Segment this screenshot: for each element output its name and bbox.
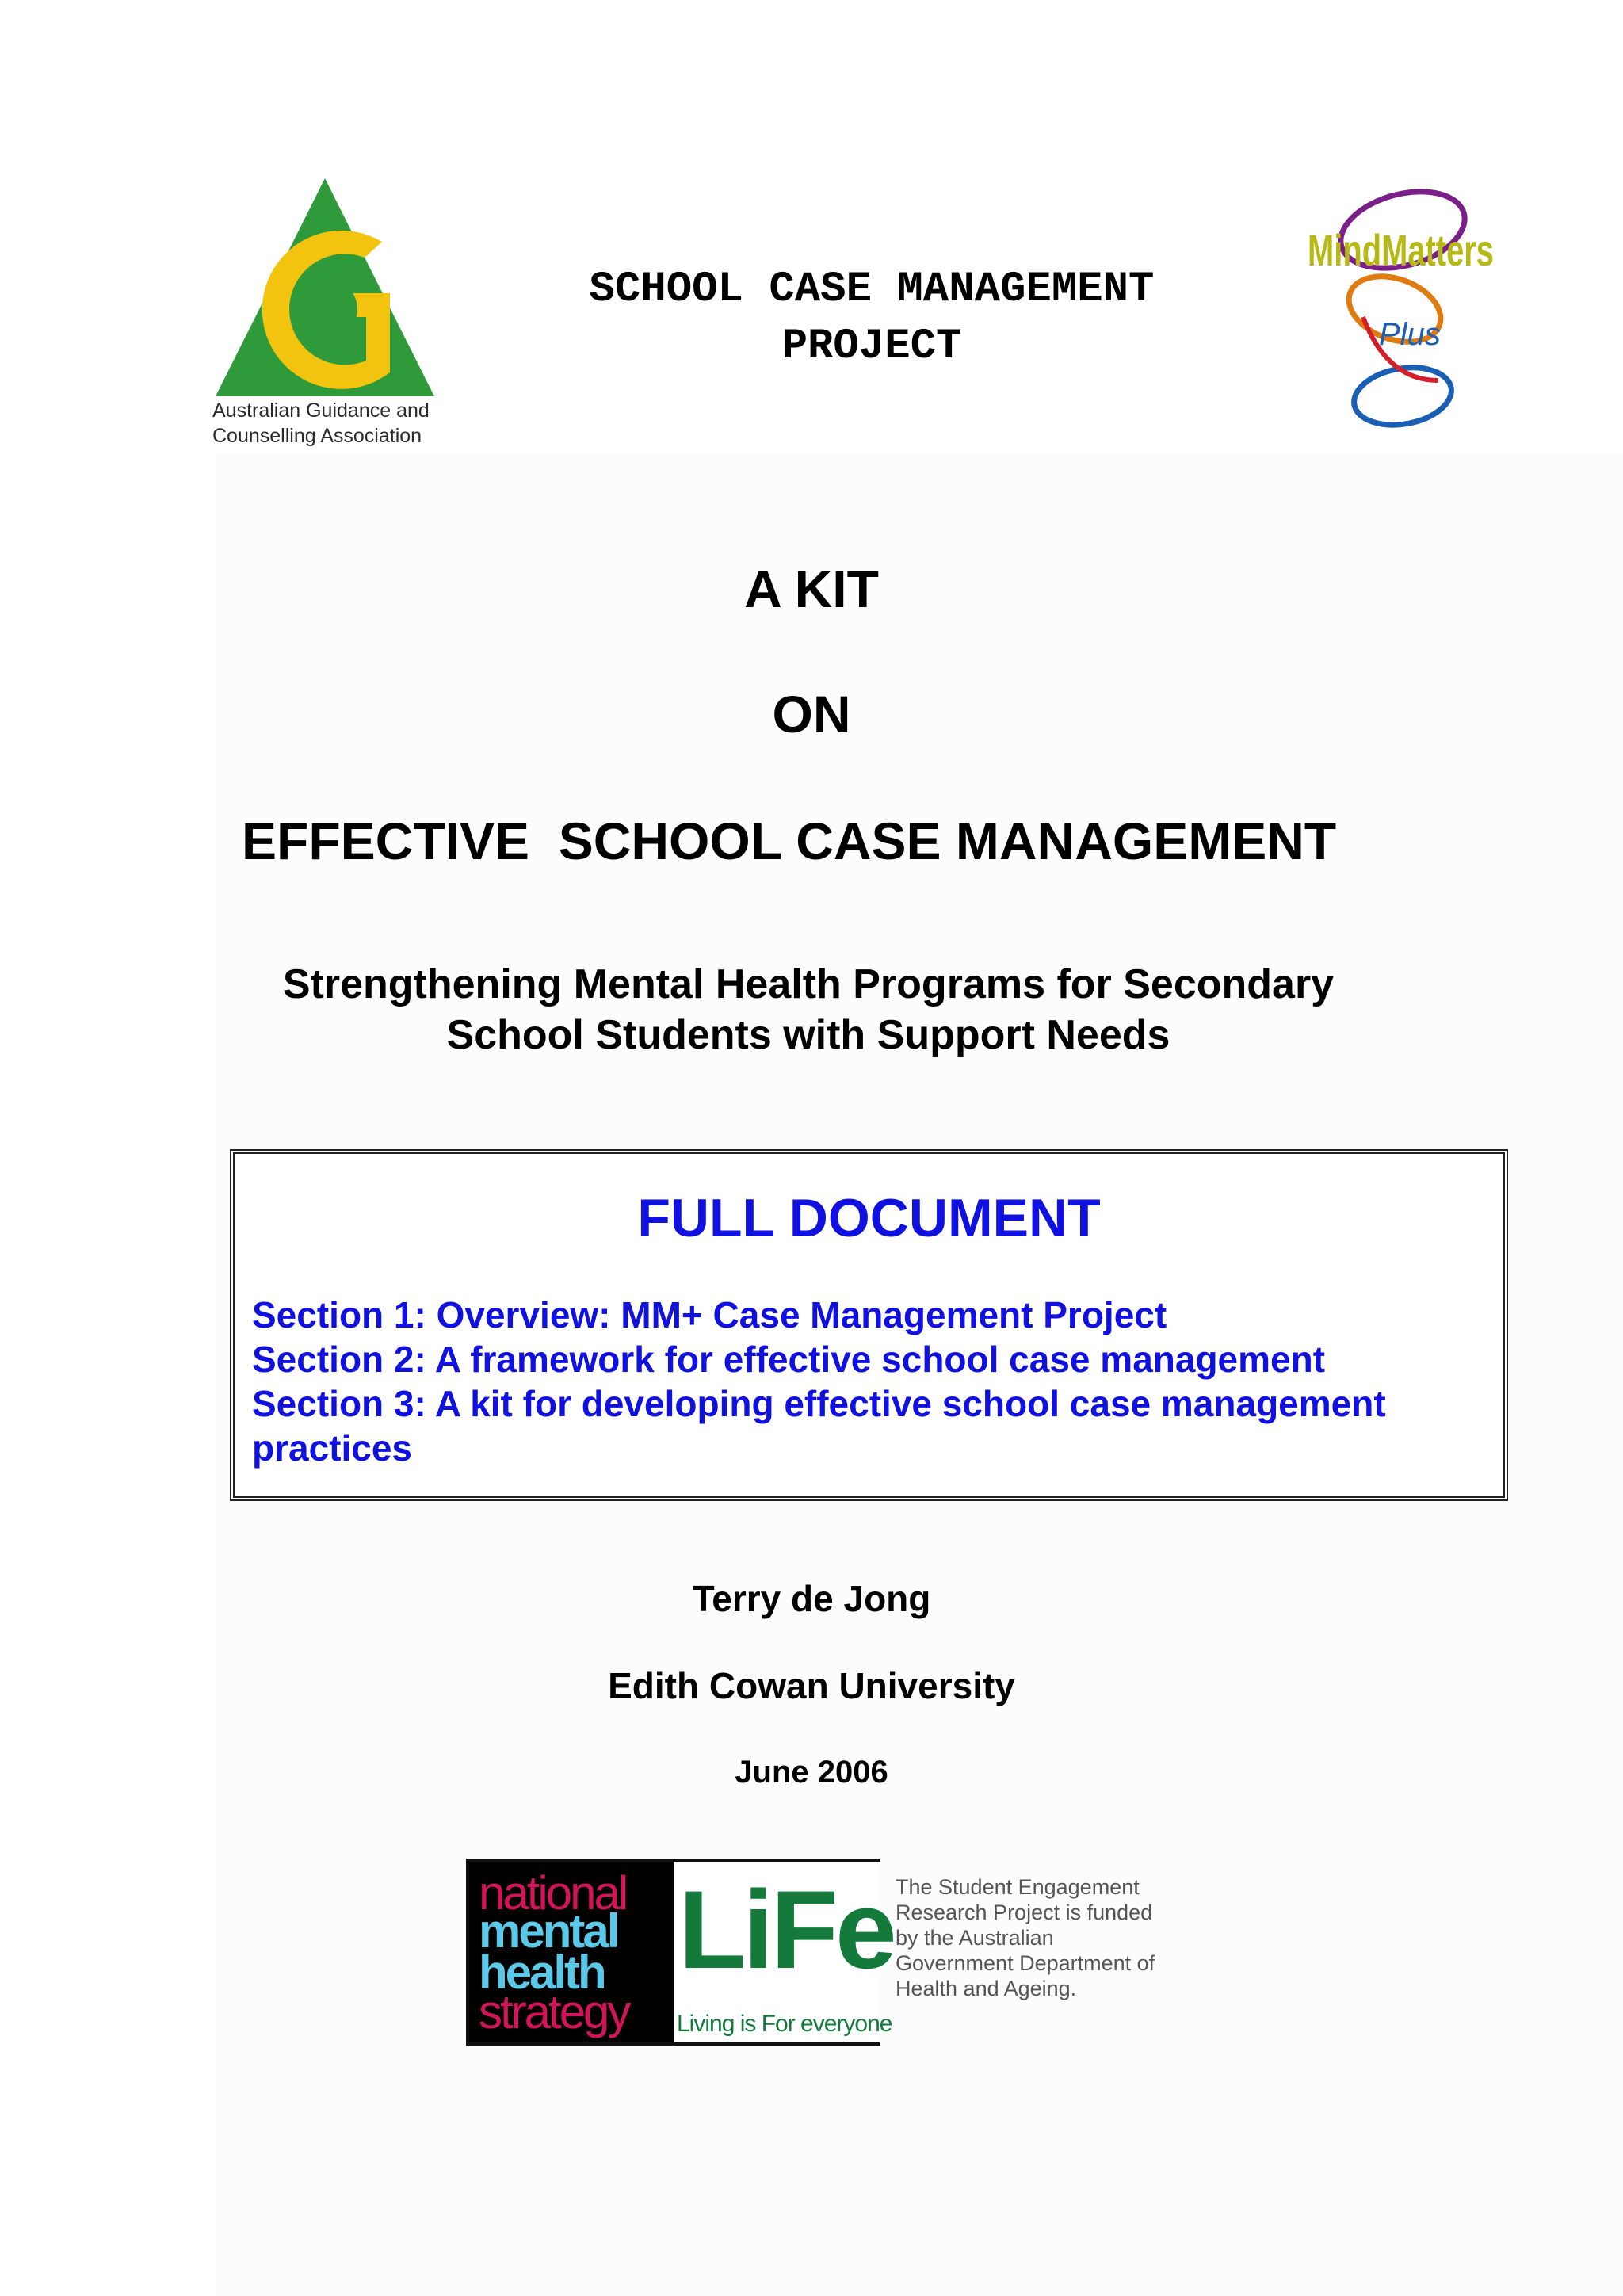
kit-title-line2: ON xyxy=(772,685,851,743)
publication-date: June 2006 xyxy=(735,1755,888,1790)
nmhs-line2: mental xyxy=(479,1904,618,1958)
agca-caption-line2: Counselling Association xyxy=(212,425,422,447)
section-item-2: Section 2: A framework for effective school case management xyxy=(252,1339,1326,1380)
mindmatters-plus-text: Plus xyxy=(1379,317,1441,352)
section-item-3-continued: practices xyxy=(252,1427,413,1469)
full-document-heading: FULL DOCUMENT xyxy=(637,1188,1101,1248)
section-list xyxy=(252,1293,1496,1470)
project-title-line2: PROJECT xyxy=(781,323,962,371)
funding-logos xyxy=(466,1859,894,2046)
life-logo-icon xyxy=(674,1862,894,2042)
section-item-3: Section 3: A kit for developing effective school case management xyxy=(252,1383,1386,1424)
nmhs-line4: strategy xyxy=(479,1985,629,2038)
agca-caption xyxy=(212,398,450,449)
kit-title-line3: EFFECTIVE SCHOOL CASE MANAGEMENT xyxy=(242,812,1337,870)
project-title-line1: SCHOOL CASE MANAGEMENT xyxy=(589,266,1155,314)
full-document-box xyxy=(230,1149,1508,1501)
nmhs-line1: national xyxy=(479,1866,627,1920)
agca-caption-line1: Australian Guidance and xyxy=(212,399,430,422)
project-title xyxy=(507,262,1236,376)
mindmatters-plus-logo-icon xyxy=(1300,182,1506,444)
mindmatters-text: MindMatters xyxy=(1308,225,1494,275)
subtitle-line2: School Students with Support Needs xyxy=(446,1012,1170,1058)
kit-title-line1: A KIT xyxy=(744,560,879,618)
subtitle-line1: Strengthening Mental Health Programs for Secondary xyxy=(282,961,1335,1007)
section-item-1: Section 1: Overview: MM+ Case Management Project xyxy=(252,1294,1167,1335)
funding-note: The Student Engagement Research Project is funded by the Australian Government Department of Health and Ageing. xyxy=(896,1875,1155,2000)
subtitle xyxy=(222,959,1395,1060)
life-word: LiFe xyxy=(678,1867,894,1992)
author-name: Terry de Jong xyxy=(692,1578,931,1619)
life-tagline: Living is For everyone xyxy=(677,2011,892,2037)
institution-name: Edith Cowan University xyxy=(608,1665,1015,1706)
national-mental-health-strategy-logo-icon xyxy=(469,1862,674,2042)
nmhs-line3: health xyxy=(479,1946,605,1999)
